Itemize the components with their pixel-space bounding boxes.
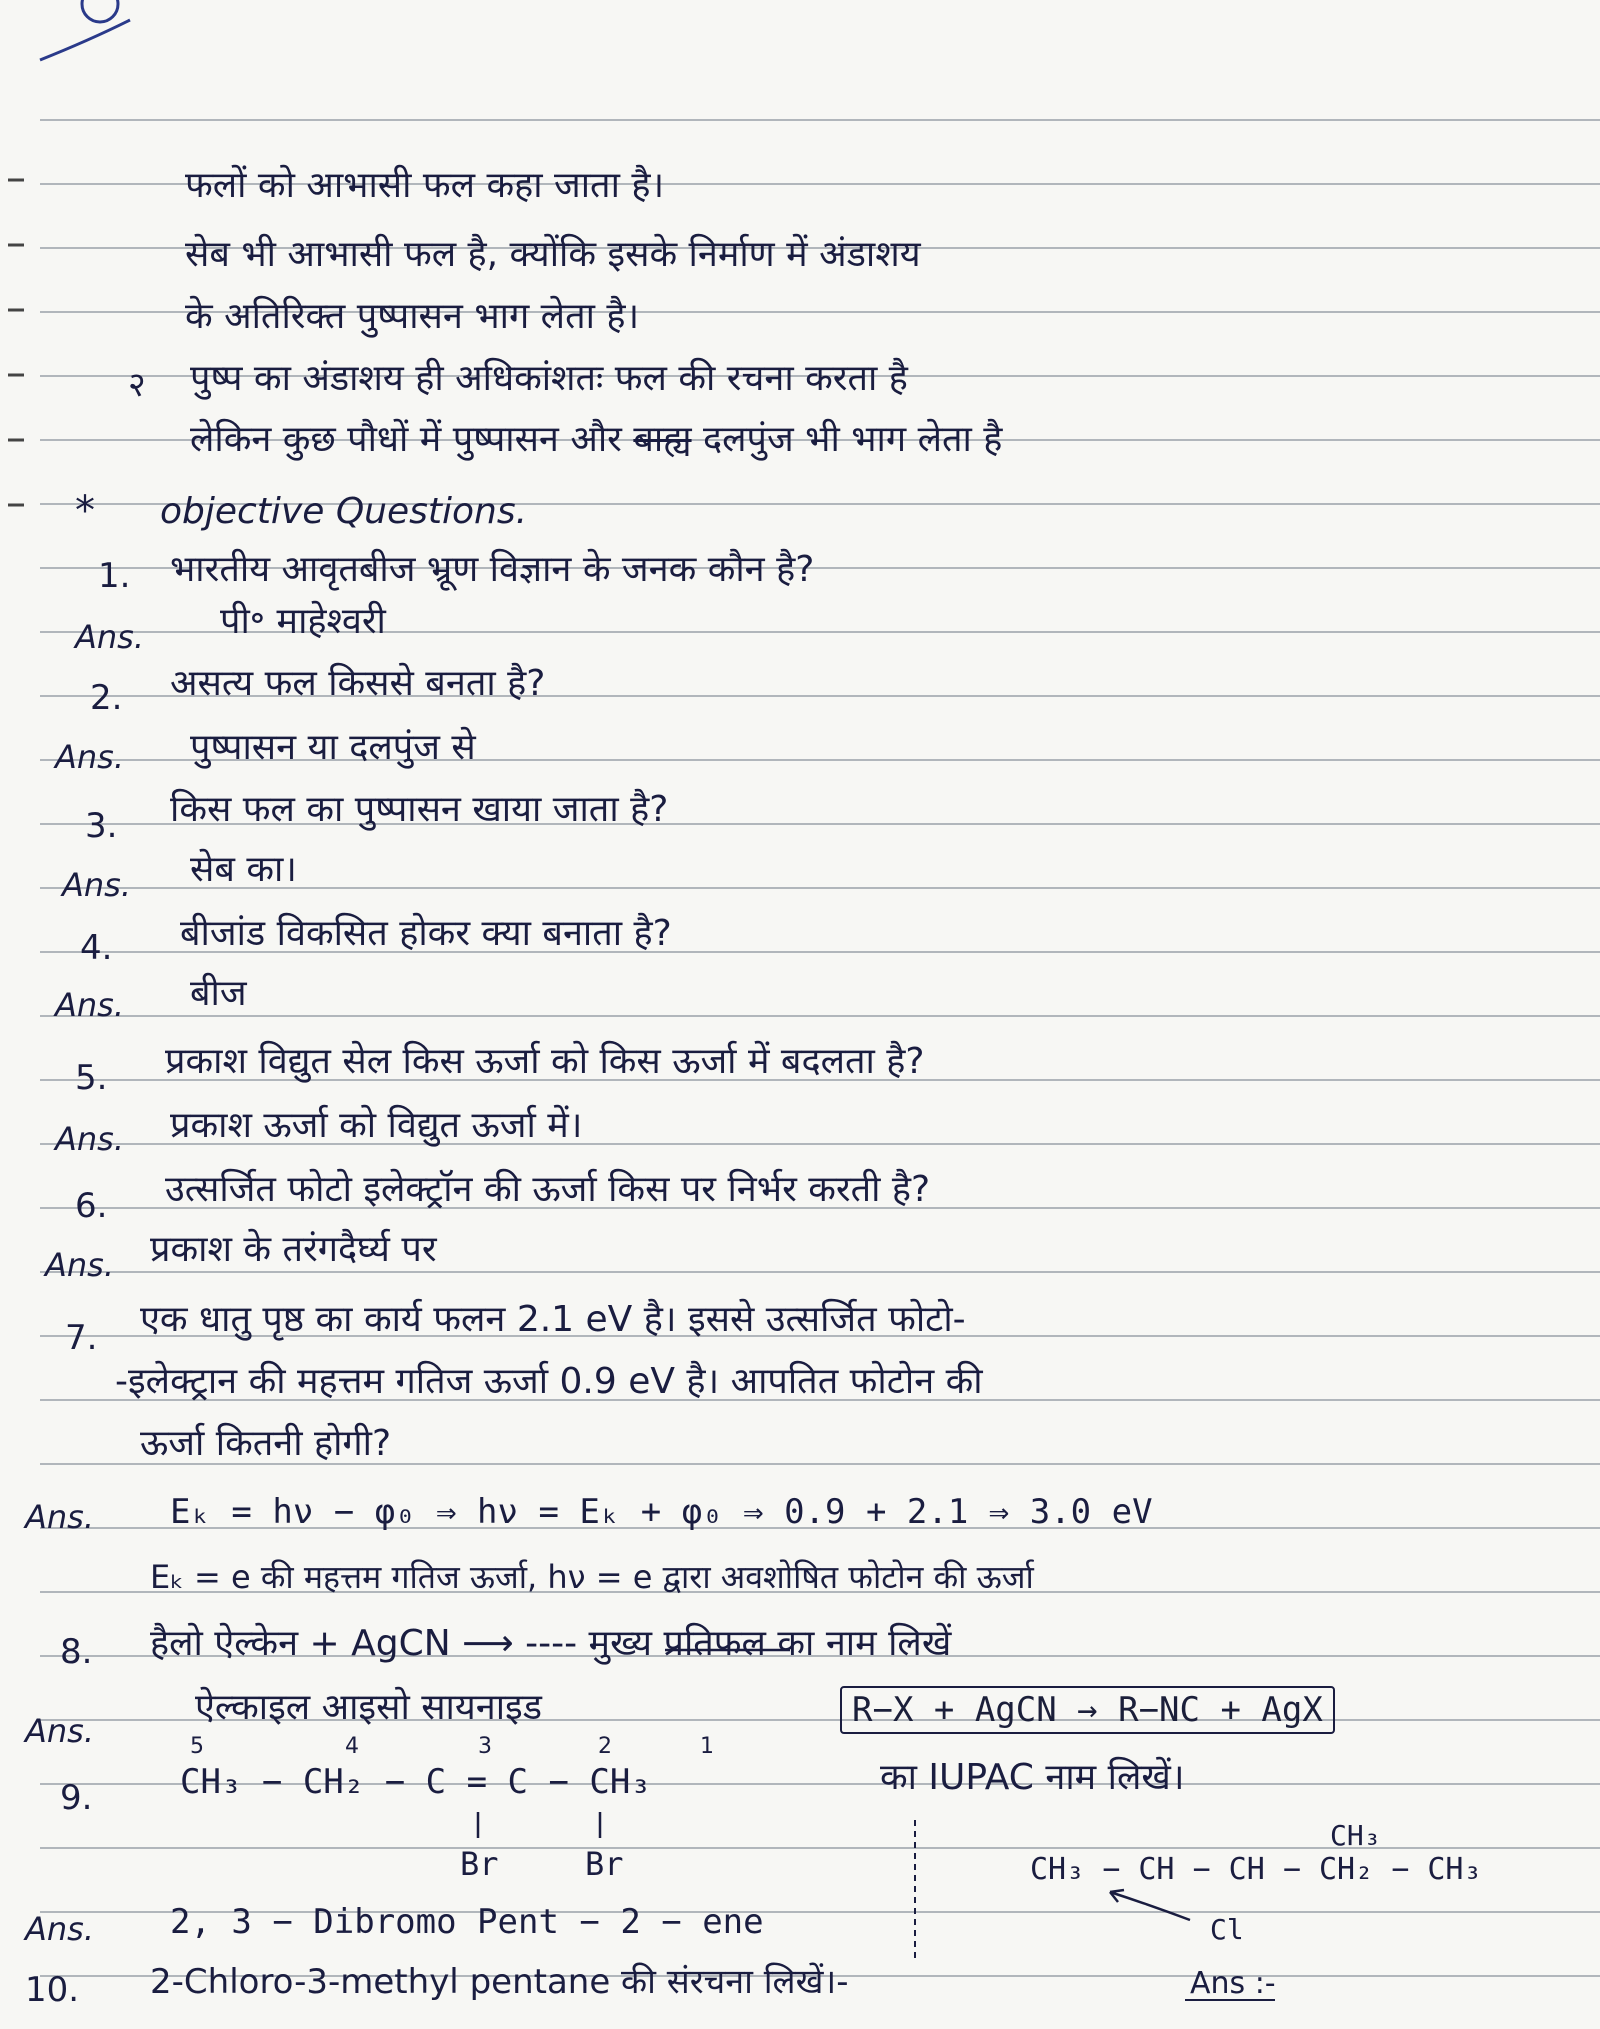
q8-answer: ऐल्काइल आइसो सायनाइड <box>195 1687 542 1728</box>
intro-line-1: फलों को आभासी फल कहा जाता है। <box>185 165 665 206</box>
q9-position-5: 5 <box>190 1734 204 1759</box>
q7-line-2: -इलेक्ट्रान की महत्तम गतिज ऊर्जा 0.9 eV है। आपतित फोटोन की <box>115 1361 983 1402</box>
q7-answer-note: Eₖ = e की महत्तम गतिज ऊर्जा, hν = e द्वारा अवशोषित फोटोन की ऊर्जा <box>150 1558 1034 1596</box>
q3-number: 3. <box>85 806 118 846</box>
q1-ans-label: Ans. <box>75 618 145 656</box>
section-marker: * <box>75 488 95 534</box>
intro-line-5 <box>190 418 1002 462</box>
side-structure-bottom: Cl <box>1210 1913 1244 1946</box>
q9-question: का IUPAC नाम लिखें। <box>880 1757 1185 1798</box>
q10-ans-label: Ans :- <box>1190 1966 1276 2001</box>
q9-answer: 2, 3 − Dibromo Pent − 2 − ene <box>170 1902 764 1942</box>
q9-substituent-2: Br <box>585 1845 624 1883</box>
q9-ans-label: Ans. <box>25 1910 95 1948</box>
side-structure-main: CH₃ − CH − CH − CH₂ − CH₃ <box>1030 1852 1482 1887</box>
q4-question: बीजांड विकसित होकर क्या बनाता है? <box>180 913 672 954</box>
q6-number: 6. <box>75 1186 108 1226</box>
q9-position-4: 4 <box>345 1734 359 1759</box>
q6-question: उत्सर्जित फोटो इलेक्ट्रॉन की ऊर्जा किस पर निर्भर करती है? <box>165 1169 931 1210</box>
q9-formula: CH₃ − CH₂ − C = C − CH₃ <box>180 1762 651 1802</box>
intro-line-4-marker: २ <box>128 365 146 405</box>
q7-ans-label: Ans. <box>25 1498 95 1536</box>
q7-line-1: एक धातु पृष्ठ का कार्य फलन 2.1 eV है। इससे उत्सर्जित फोटो- <box>140 1299 966 1340</box>
q5-answer: प्रकाश ऊर्जा को विद्युत ऊर्जा में। <box>170 1105 583 1146</box>
q8-number: 8. <box>60 1632 93 1672</box>
q7-answer-equation: Eₖ = hν − φ₀ ⇒ hν = Eₖ + φ₀ ⇒ 0.9 + 2.1 ⇒ 3.0 eV <box>170 1492 1153 1532</box>
q3-ans-label: Ans. <box>62 866 132 904</box>
q6-answer: प्रकाश के तरंगदैर्घ्य पर <box>150 1229 437 1270</box>
q10-question: 2-Chloro-3-methyl pentane की संरचना लिखें।- <box>150 1962 849 2002</box>
q5-number: 5. <box>75 1058 108 1098</box>
q9-substituent-1: Br <box>460 1845 499 1883</box>
q7-number: 7. <box>65 1318 98 1358</box>
q4-number: 4. <box>80 928 113 968</box>
q3-question: किस फल का पुष्पासन खाया जाता है? <box>170 789 669 830</box>
q9-position-3: 3 <box>478 1734 492 1759</box>
intro-line-5-struck: बाह्य <box>633 419 692 460</box>
q4-ans-label: Ans. <box>55 986 125 1024</box>
q9-position-2: 2 <box>598 1734 612 1759</box>
intro-line-5b: दलपुंज भी भाग लेता है <box>703 419 1003 460</box>
side-structure-top: CH₃ <box>1330 1819 1381 1852</box>
intro-line-4: पुष्प का अंडाशय ही अधिकांशतः फल की रचना करता है <box>190 358 908 399</box>
q3-answer: सेब का। <box>190 849 297 890</box>
q6-ans-label: Ans. <box>45 1246 115 1284</box>
q8-question: हैलो ऐल्केन + AgCN ⟶ ---- मुख्य प्रतिफल का नाम लिखें <box>150 1623 952 1664</box>
intro-line-3: के अतिरिक्त पुष्पासन भाग लेता है। <box>185 296 640 337</box>
q10-number: 10. <box>25 1970 80 2010</box>
q2-answer: पुष्पासन या दलपुंज से <box>190 727 476 768</box>
q1-number: 1. <box>98 556 131 596</box>
q5-ans-label: Ans. <box>55 1120 125 1158</box>
intro-line-2: सेब भी आभासी फल है, क्योंकि इसके निर्माण में अंडाशय <box>185 234 921 275</box>
q9-position-1: 1 <box>700 1734 714 1759</box>
intro-line-5a: लेकिन कुछ पौधों में पुष्पासन और <box>190 419 622 460</box>
q1-answer: पी॰ माहेश्वरी <box>220 601 386 642</box>
q5-question: प्रकाश विद्युत सेल किस ऊर्जा को किस ऊर्जा में बदलता है? <box>165 1041 925 1082</box>
q8-ans-label: Ans. <box>25 1712 95 1750</box>
section-title: objective Questions. <box>160 491 528 532</box>
q1-question: भारतीय आवृतबीज भ्रूण विज्ञान के जनक कौन है? <box>170 549 815 590</box>
q7-line-3: ऊर्जा कितनी होगी? <box>140 1423 392 1464</box>
q8-answer-reaction-box: R−X + AgCN → R−NC + AgX <box>840 1686 1335 1734</box>
q9-number: 9. <box>60 1778 93 1818</box>
q2-number: 2. <box>90 678 123 718</box>
q2-ans-label: Ans. <box>55 738 125 776</box>
q2-question: असत्य फल किससे बनता है? <box>170 663 546 704</box>
q4-answer: बीज <box>190 973 247 1014</box>
